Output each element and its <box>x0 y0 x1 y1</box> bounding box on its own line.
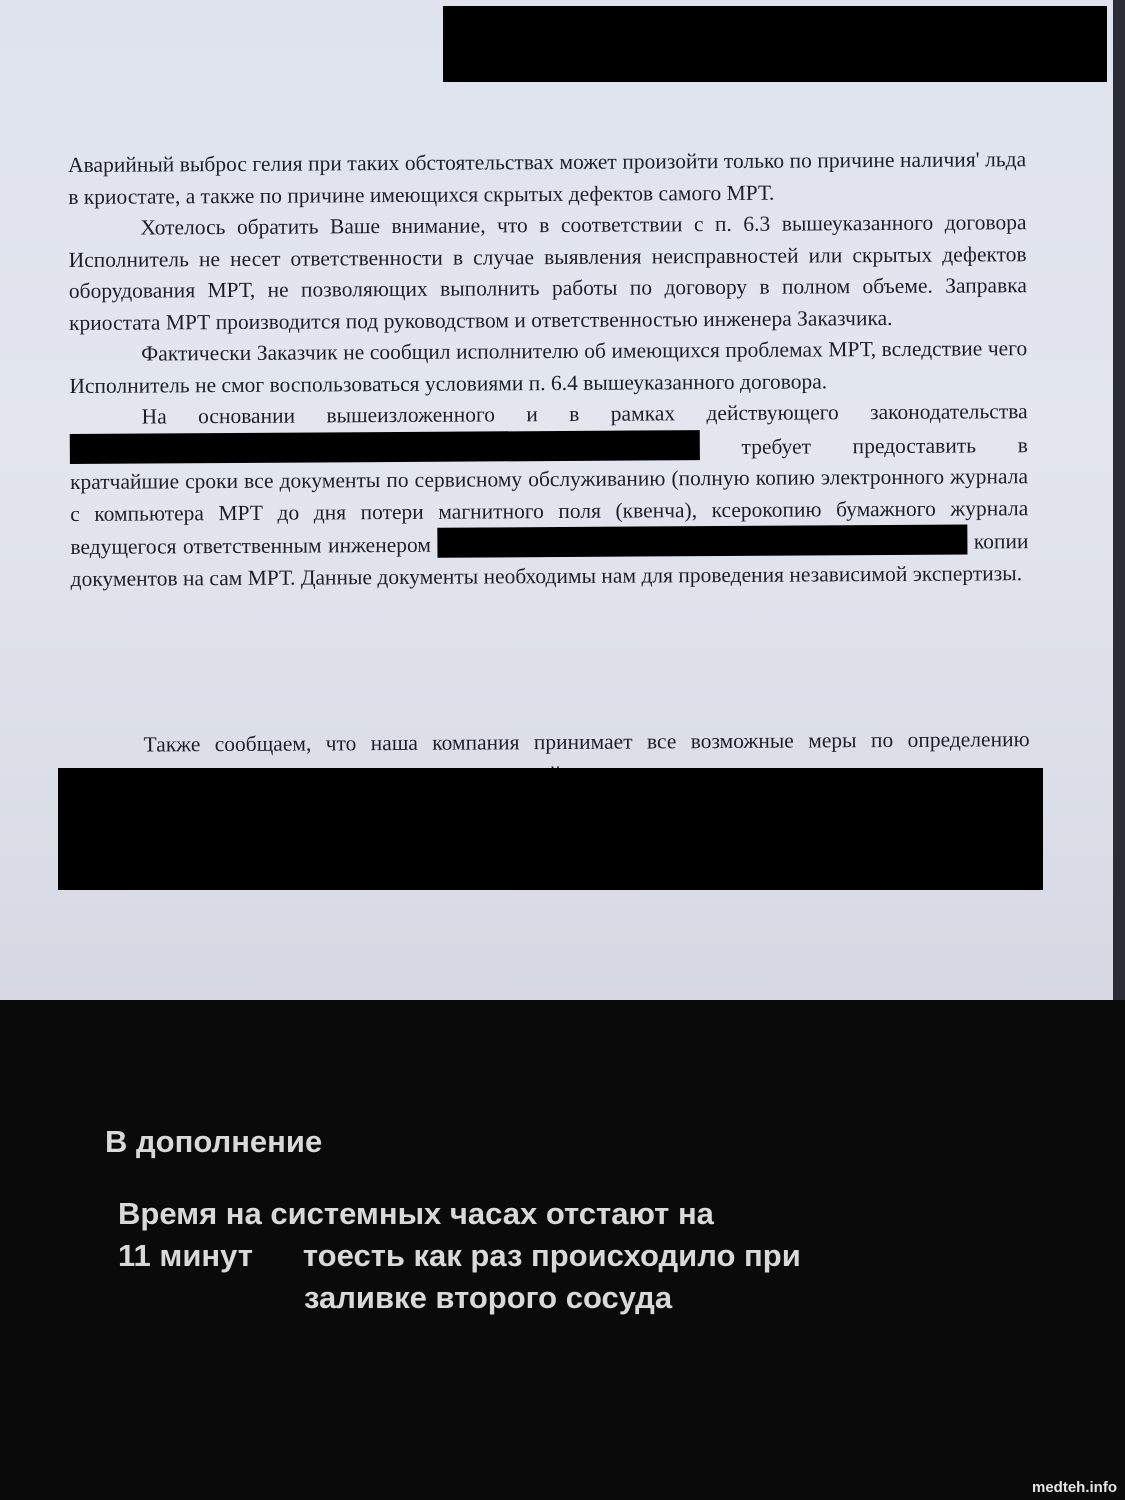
caption-minutes: 11 минут <box>118 1238 253 1273</box>
redaction-company-name <box>70 430 700 464</box>
page-edge-shadow <box>1113 0 1125 1000</box>
caption-heading: В дополнение <box>105 1124 323 1159</box>
paragraph-helium-release: Аварийный выброс гелия при таких обстоятельствах может произойти только по причине наличия' льда в криостате, а также по причине имеющихся скрытых дефектов самого МРТ. <box>68 147 1027 209</box>
request-text-middle: требует предоставить в кратчайшие сроки все документы по сервисному обслуживанию (полную копию электронного журнала с компьютера МРТ до дня потери магнитного поля (квенча), ксерокопию бумажного журнала ведущегося ответственным инженером <box>69 432 1029 559</box>
redaction-engineer-name <box>437 525 967 558</box>
paragraph-contract-clause-6-3: Хотелось обратить Ваше внимание, что в соответствии с п. 6.3 вышеуказанного договора Исполнитель не несет ответственности в случае выявления неисправностей или скрытых дефектов оборудования МРТ, не позволяющих выполнить работы по договору в полном объеме. Заправка криостата МРТ производится под руководством и ответственностью инженера Заказчика. <box>68 210 1027 335</box>
paragraph-peaceful-resolution: Также сообщаем, что наша компания принимает все возможные меры по определению <box>143 727 1030 757</box>
caption-line-3: заливке второго сосуда <box>304 1280 673 1315</box>
caption-note <box>118 1193 938 1319</box>
caption-line-2-rest: тоесть как раз происходило при <box>302 1238 801 1273</box>
caption-line-1: Время на системных часах отстают на <box>118 1196 714 1231</box>
letter-body <box>68 144 1030 793</box>
site-watermark: medteh.info <box>1032 1479 1117 1496</box>
request-text-end: копии документов на сам МРТ. Данные документы необходимы нам для проведения независимой экспертизы. <box>70 529 1029 591</box>
paragraph-document-request <box>70 396 1029 595</box>
redaction-header <box>443 6 1107 82</box>
request-text-start: На основании вышеизложенного и в рамках действующего законодательства <box>141 399 1028 429</box>
caption-line-2 <box>118 1235 938 1277</box>
paragraph-customer-not-informed: Фактически Заказчик не сообщил исполнителю об имеющихся проблемах МРТ, вследствие чего Исполнитель не смог воспользоваться условиями п. 6.4 вышеуказанного договора. <box>69 336 1028 398</box>
redaction-block-spacer <box>71 589 1030 730</box>
redaction-paragraph <box>58 768 1043 890</box>
